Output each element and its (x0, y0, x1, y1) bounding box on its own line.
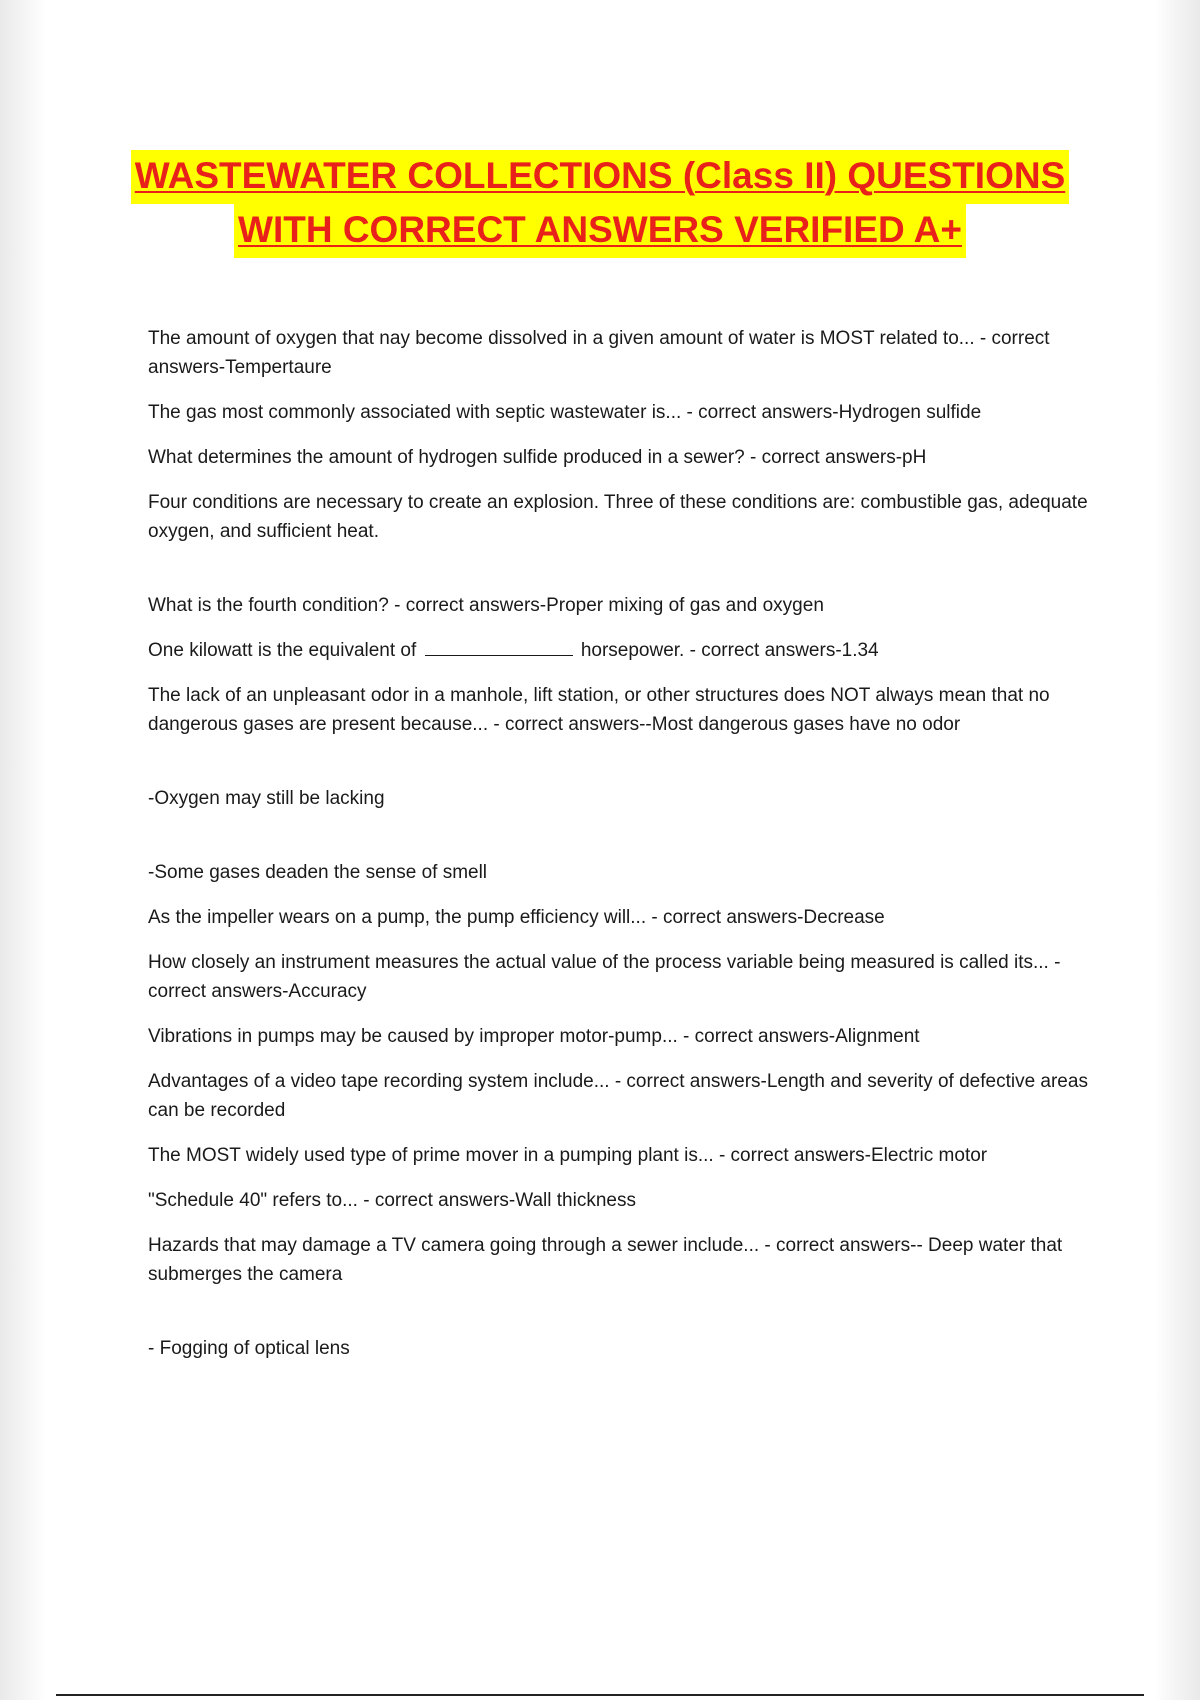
fill-blank-answer: horsepower. - correct answers-1.34 (580, 640, 879, 661)
qa-paragraph: The amount of oxygen that nay become dissolved in a given amount of water is MOST related to... - correct answers-Tempertaure (148, 328, 1050, 378)
qa-paragraph: Four conditions are necessary to create an explosion. Three of these conditions are: combustible gas, adequate oxygen, and sufficient heat. (148, 492, 1088, 542)
qa-paragraph: What is the fourth condition? - correct answers-Proper mixing of gas and oxygen (148, 595, 824, 616)
title-line-2: WITH CORRECT ANSWERS VERIFIED A+ (234, 204, 966, 258)
answer-bullet: - Fogging of optical lens (148, 1338, 350, 1359)
title-line-1: WASTEWATER COLLECTIONS (Class II) QUESTIONS (131, 150, 1070, 204)
qa-paragraph: The MOST widely used type of prime mover in a pumping plant is... - correct answers-Electric motor (148, 1145, 988, 1166)
answer-bullet: -Some gases deaden the sense of smell (148, 862, 488, 883)
qa-paragraph: What determines the amount of hydrogen sulfide produced in a sewer? - correct answers-pH (148, 447, 927, 468)
qa-paragraph: As the impeller wears on a pump, the pump efficiency will... - correct answers-Decrease (148, 907, 885, 928)
qa-paragraph: How closely an instrument measures the actual value of the process variable being measured is called its... - correct answers-Accuracy (148, 952, 1061, 1002)
document-title (0, 150, 1200, 258)
qa-paragraph: "Schedule 40" refers to... - correct answers-Wall thickness (148, 1190, 636, 1211)
qa-paragraph-fill-blank (148, 636, 1093, 665)
qa-paragraph: The lack of an unpleasant odor in a manhole, lift station, or other structures does NOT always mean that no dangerous gases are present because... - correct answers--Most dangerous gases have no odor (148, 685, 1050, 735)
answer-bullet: -Oxygen may still be lacking (148, 788, 385, 809)
qa-paragraph: Vibrations in pumps may be caused by improper motor-pump... - correct answers-Alignment (148, 1026, 920, 1047)
qa-paragraph: Advantages of a video tape recording system include... - correct answers-Length and severity of defective areas can be recorded (148, 1071, 1088, 1121)
qa-paragraph: The gas most commonly associated with septic wastewater is... - correct answers-Hydrogen sulfide (148, 402, 982, 423)
qa-paragraph: Hazards that may damage a TV camera going through a sewer include... - correct answers-- Deep water that submerges the camera (148, 1235, 1063, 1285)
bottom-divider (56, 1694, 1144, 1696)
fill-blank-question: One kilowatt is the equivalent of (148, 640, 417, 661)
document-body (148, 324, 1093, 1379)
blank-line (425, 654, 573, 656)
